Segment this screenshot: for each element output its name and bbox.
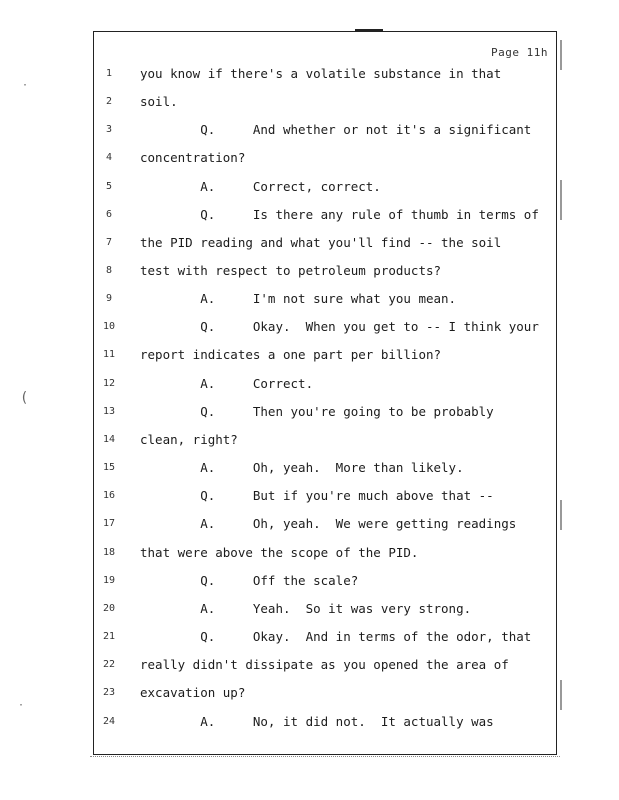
line-text: Q. Is there any rule of thumb in terms of [140,207,539,222]
scan-edge-mark [560,680,562,710]
scan-edge-mark [560,500,562,530]
transcript-line [94,545,556,565]
scan-speck: · [22,80,29,91]
transcript-line [94,516,556,536]
line-number: 8 [105,265,113,276]
transcript-line [94,291,556,311]
line-number: 18 [102,547,116,558]
transcript-line [94,66,556,86]
transcript-line [94,122,556,142]
transcript-line [94,601,556,621]
line-text: A. Yeah. So it was very strong. [140,601,472,616]
line-number: 21 [102,631,116,642]
line-text: A. Oh, yeah. More than likely. [140,460,464,475]
transcript-line [94,207,556,227]
transcript-line [94,685,556,705]
transcript-line [94,573,556,593]
line-text: the PID reading and what you'll find -- the soil [140,235,502,250]
transcript-line [94,347,556,367]
line-text: Q. Okay. And in terms of the odor, that [140,629,532,644]
line-text: Q. Off the scale? [140,573,359,588]
line-text: A. Correct. [140,376,314,391]
line-number: 10 [102,321,116,332]
line-number: 11 [102,349,116,360]
line-number: 5 [105,181,113,192]
transcript-line [94,488,556,508]
line-text: soil. [140,94,178,109]
transcript-line [94,235,556,255]
line-text: clean, right? [140,432,238,447]
line-text: report indicates a one part per billion? [140,347,442,362]
line-number: 12 [102,378,116,389]
line-text: excavation up? [140,685,246,700]
line-number: 17 [102,518,116,529]
line-number: 24 [102,716,116,727]
scan-edge-mark [560,40,562,70]
line-number: 15 [102,462,116,473]
line-text: Q. And whether or not it's a significant [140,122,532,137]
line-number: 6 [105,209,113,220]
line-number: 23 [102,687,116,698]
line-number: 22 [102,659,116,670]
line-text: that were above the scope of the PID. [140,545,419,560]
line-number: 1 [105,68,113,79]
scan-speck: · [18,700,25,711]
transcript-line [94,657,556,677]
bottom-scan-noise [90,756,560,760]
transcript-line [94,404,556,424]
line-text: A. I'm not sure what you mean. [140,291,457,306]
transcript-line [94,714,556,734]
line-text: Q. Then you're going to be probably [140,404,494,419]
scan-edge-mark [560,180,562,220]
line-text: you know if there's a volatile substance in that [140,66,502,81]
line-number: 16 [102,490,116,501]
line-text: A. No, it did not. It actually was [140,714,494,729]
line-number: 19 [102,575,116,586]
transcript-line [94,319,556,339]
line-number: 14 [102,434,116,445]
transcript-line [94,629,556,649]
line-text: test with respect to petroleum products? [140,263,442,278]
line-text: A. Correct, correct. [140,179,381,194]
line-number: 2 [105,96,113,107]
transcript-page [93,31,557,755]
line-number: 9 [105,293,113,304]
transcript-line [94,432,556,452]
line-number: 3 [105,124,113,135]
line-number: 20 [102,603,116,614]
line-text: concentration? [140,150,246,165]
line-number: 13 [102,406,116,417]
line-text: A. Oh, yeah. We were getting readings [140,516,517,531]
page-number-header: Page 11h [491,46,548,59]
line-number: 4 [105,152,113,163]
line-text: Q. Okay. When you get to -- I think your [140,319,539,334]
transcript-line [94,179,556,199]
transcript-line [94,150,556,170]
transcript-line [94,376,556,396]
transcript-line [94,460,556,480]
scan-speck: ( [20,390,29,406]
transcript-line [94,263,556,283]
line-number: 7 [105,237,113,248]
line-text: really didn't dissipate as you opened the area of [140,657,509,672]
transcript-line [94,94,556,114]
line-text: Q. But if you're much above that -- [140,488,494,503]
